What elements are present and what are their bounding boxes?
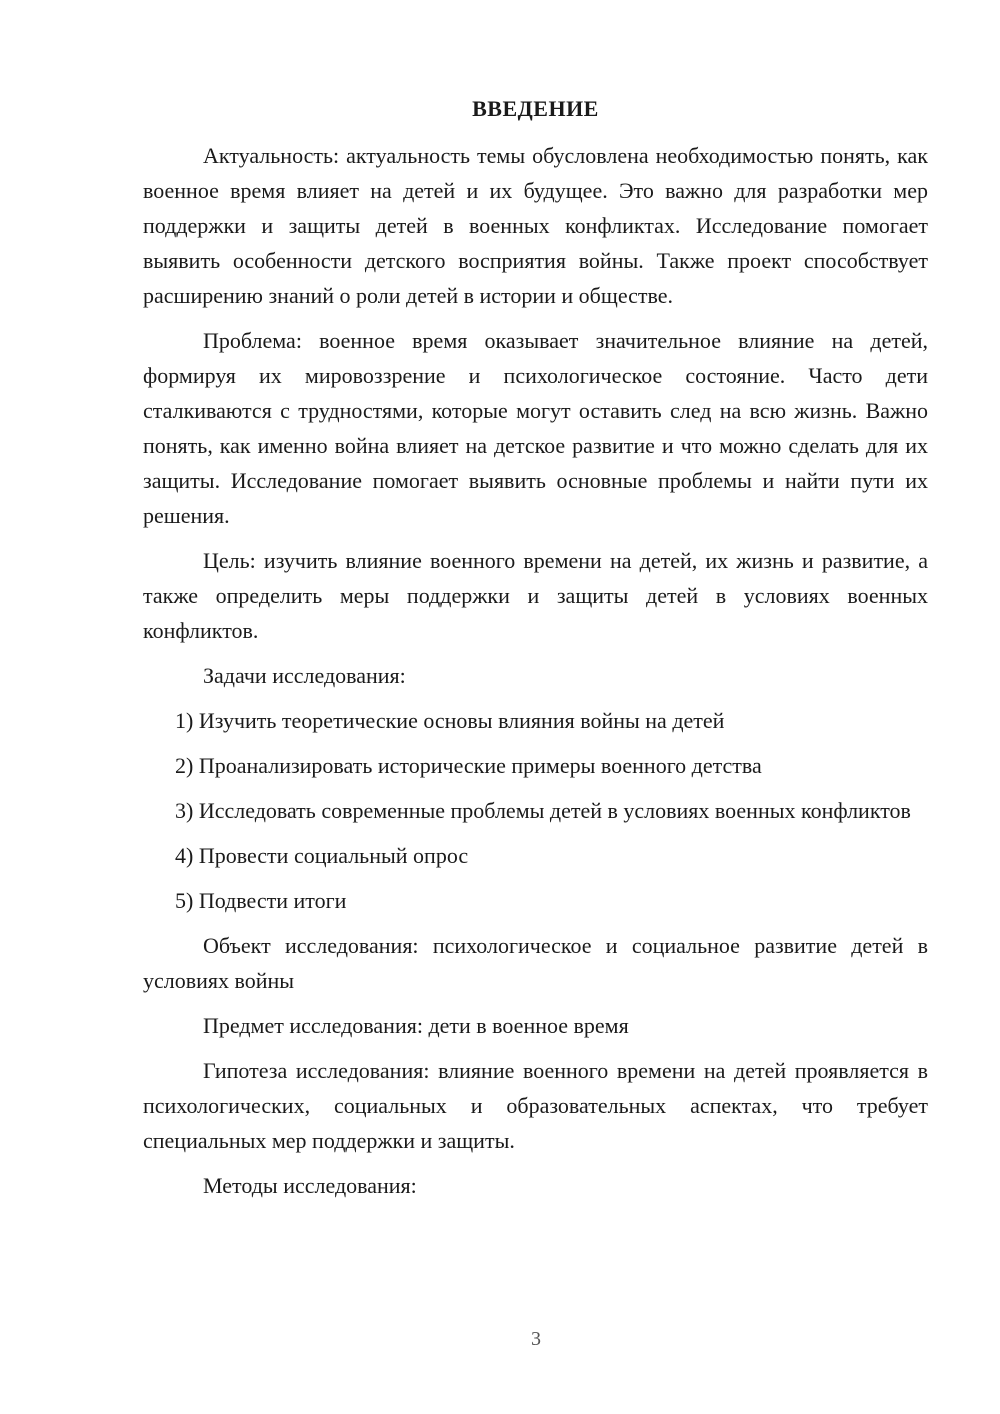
task-item: 5) Подвести итоги [175,888,347,913]
page-title: ВВЕДЕНИЕ [472,96,599,121]
tasks-heading: Задачи исследования: [203,663,406,688]
task-item: 3) Исследовать современные проблемы детей в условиях военных конфликтов [175,798,911,823]
goal-paragraph: Цель: изучить влияние военного времени на детей, их жизнь и развитие, а также определить меры поддержки и защиты детей в условиях военных конфликтов. [143,548,928,643]
methods-paragraph: Методы исследования: [203,1173,417,1198]
task-item: 4) Провести социальный опрос [175,843,469,868]
hypothesis-paragraph: Гипотеза исследования: влияние военного времени на детей проявляется в психологических, социальных и образовательных аспектах, что требует специальных мер поддержки и защиты. [143,1058,928,1153]
object-paragraph: Объект исследования: психологическое и социальное развитие детей в условиях войны [143,933,928,993]
problem-paragraph: Проблема: военное время оказывает значительное влияние на детей, формируя их мировоззрение и психологическое состояние. Часто дети сталкиваются с трудностями, которые могут оставить след на всю жизнь. Важно понять, как именно война влияет на детское развитие и что можно сделать для их защиты. Исследование помогает выявить основные проблемы и найти пути их решения. [143,328,928,528]
task-item: 2) Проанализировать исторические примеры военного детства [175,753,762,778]
page-number: 3 [531,1328,541,1350]
task-item: 1) Изучить теоретические основы влияния войны на детей [175,708,725,733]
subject-paragraph: Предмет исследования: дети в военное время [203,1013,629,1038]
relevance-paragraph: Актуальность: актуальность темы обусловлена необходимостью понять, как военное время влияет на детей и их будущее. Это важно для разработки мер поддержки и защиты детей в военных конфликтах. Исследование помогает выявить особенности детского восприятия войны. Также проект способствует расширению знаний о роли детей в истории и обществе. [143,143,928,308]
